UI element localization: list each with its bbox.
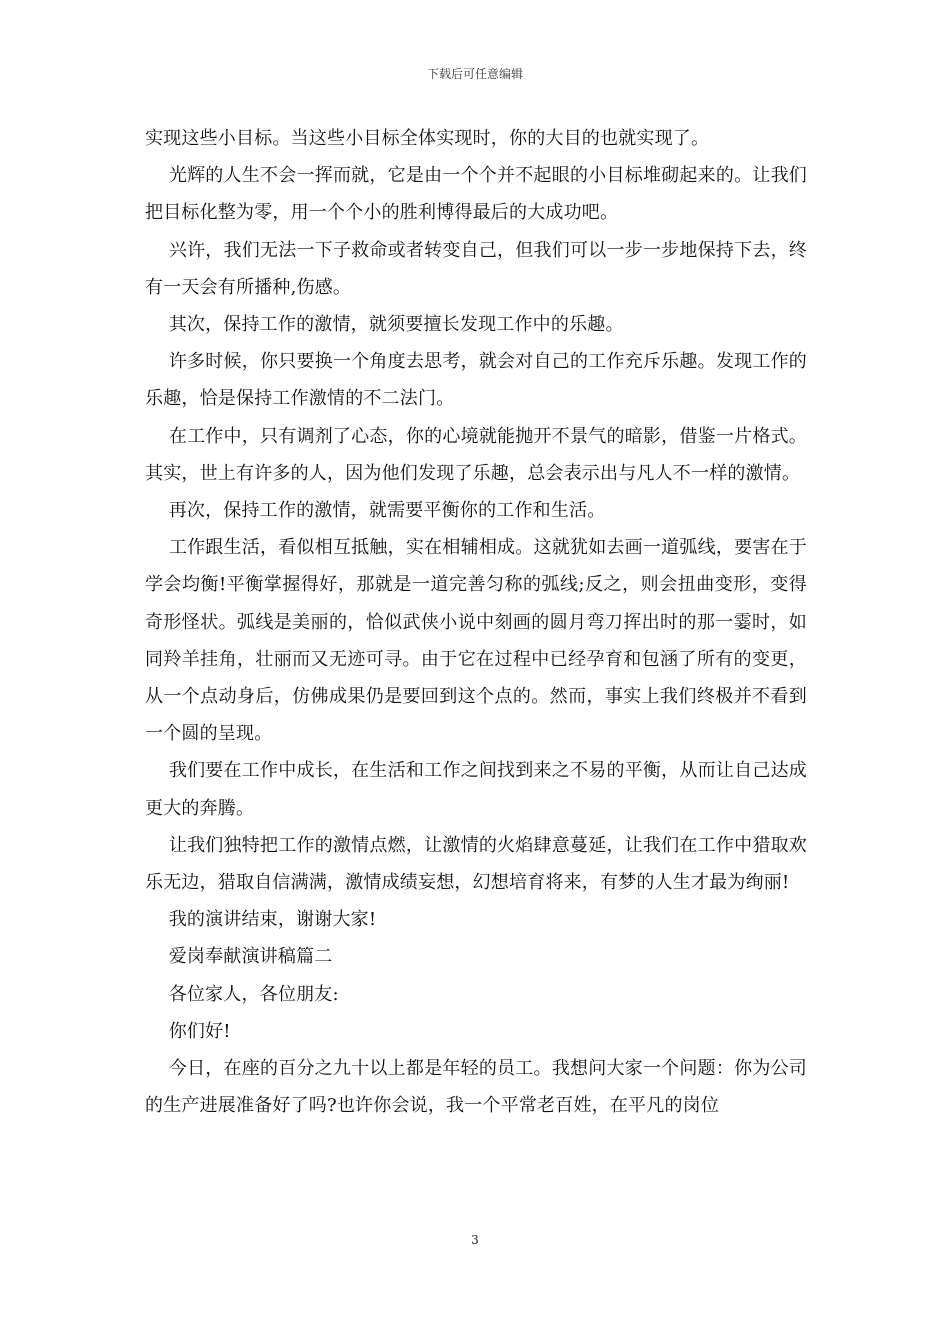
- paragraph: 在工作中，只有调剂了心态，你的心境就能抛开不景气的暗影，借鉴一片格式。其实，世上有许多的人，因为他们发现了乐趣，总会表示出与凡人不一样的激情。: [145, 425, 807, 484]
- paragraph: 其次，保持工作的激情，就须要擅长发现工作中的乐趣。: [145, 314, 624, 336]
- paragraph: 光辉的人生不会一挥而就，它是由一个个并不起眼的小目标堆砌起来的。让我们把目标化整为零，用一个个小的胜利博得最后的大成功吧。: [145, 165, 807, 224]
- page-header: 下载后可任意编辑: [426, 67, 523, 81]
- paragraph: 让我们独特把工作的激情点燃，让激情的火焰肆意蔓延，让我们在工作中猎取欢乐无边，猎取自信满满，激情成绩妄想，幻想培育将来，有梦的人生才最为绚丽!: [145, 834, 807, 894]
- paragraph: 我们要在工作中成长，在生活和工作之间找到来之不易的平衡，从而让自己达成更大的奔腾。: [145, 760, 807, 819]
- paragraph: 各位家人，各位朋友:: [145, 983, 339, 1005]
- page-number: 3: [471, 1233, 479, 1247]
- paragraph: 实现这些小目标。当这些小目标全体实现时，你的大目的也就实现了。: [145, 128, 710, 149]
- paragraph: 许多时候，你只要换一个角度去思考，就会对自己的工作充斥乐趣。发现工作的乐趣，恰是保持工作激情的不二法门。: [145, 351, 807, 410]
- document-body: [145, 120, 807, 1124]
- paragraph: 我的演讲结束，谢谢大家!: [145, 909, 377, 931]
- paragraph: 再次，保持工作的激情，就需要平衡你的工作和生活。: [145, 500, 606, 522]
- section-heading: 爱岗奉献演讲稿篇二: [145, 946, 333, 968]
- paragraph: 兴许，我们无法一下子救命或者转变自己，但我们可以一步一步地保持下去，终有一天会有所播种,伤感。: [145, 239, 807, 298]
- paragraph: 今日，在座的百分之九十以上都是年轻的员工。我想问大家一个问题：你为公司的生产进展准备好了吗?也许你会说，我一个平常老百姓，在平凡的岗位: [145, 1058, 807, 1117]
- paragraph: 工作跟生活，看似相互抵触，实在相辅相成。这就犹如去画一道弧线，要害在于学会均衡!平衡掌握得好，那就是一道完善匀称的弧线;反之，则会扭曲变形，变得奇形怪状。弧线是美丽的，恰似武侠小说中刻画的圆月弯刀挥出时的那一霎时，如同羚羊挂角，壮丽而又无迹可寻。由于它在过程中已经孕育和包涵了所有的变更，从一个点动身后，仿佛成果仍是要回到这个点的。然而，事实上我们终极并不看到一个圆的呈现。: [145, 537, 807, 745]
- paragraph: 你们好!: [145, 1020, 231, 1042]
